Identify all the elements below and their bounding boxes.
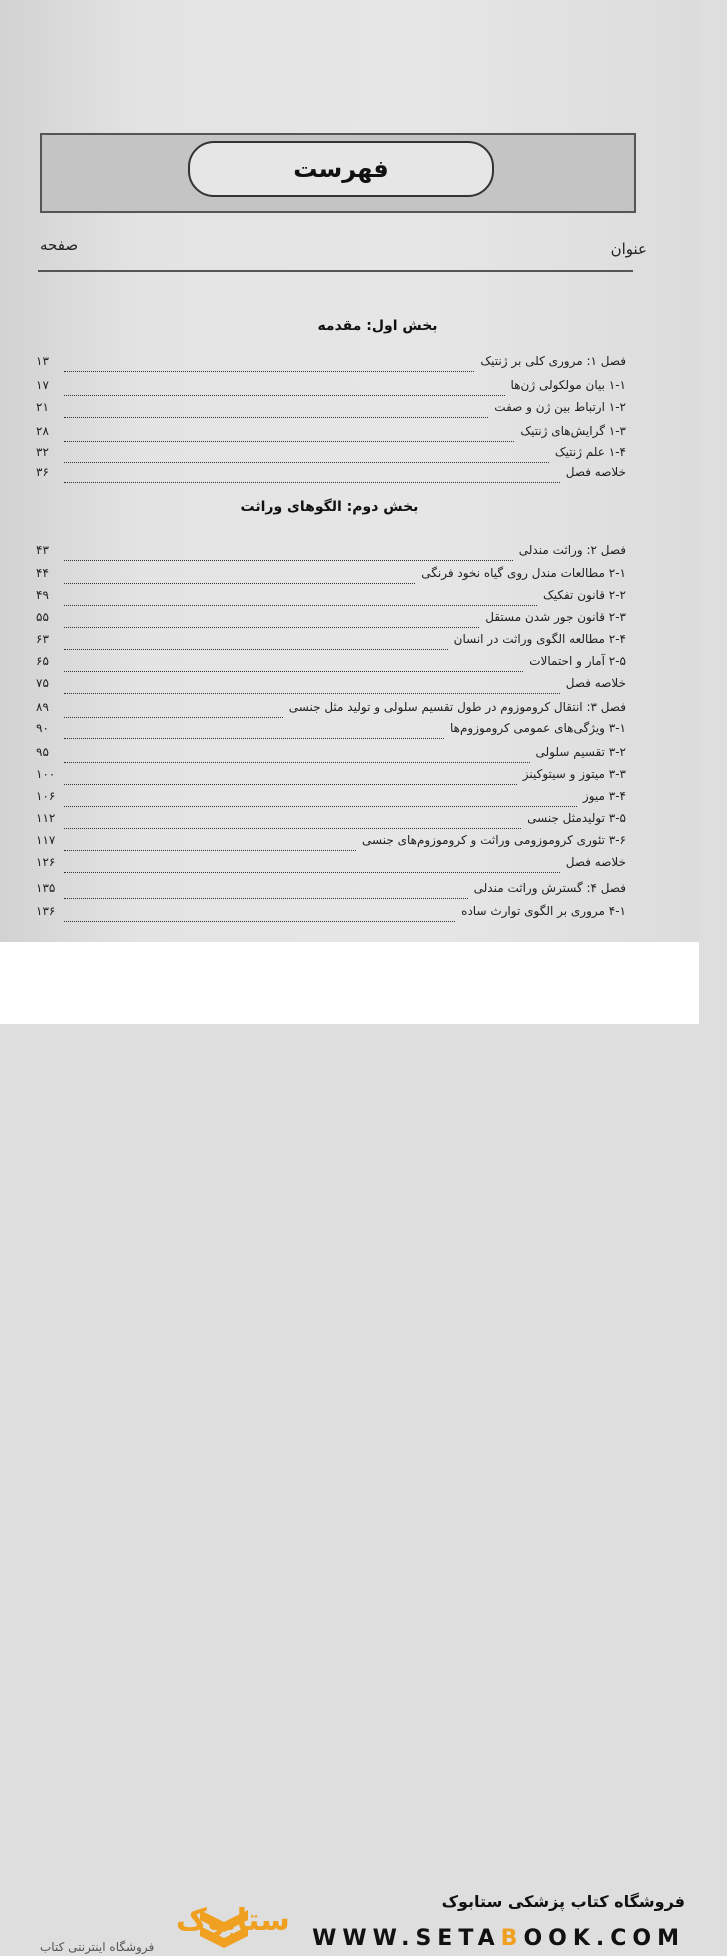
toc-entry-title: ۳-۲ تقسیم سلولی xyxy=(535,745,626,759)
toc-leader-dots xyxy=(64,462,549,463)
toc-page-number: ۲۸ xyxy=(36,424,49,438)
store-url[interactable]: WWW.SETABOOK.COM xyxy=(312,1926,685,1951)
column-header-page: صفحه xyxy=(40,236,79,254)
page-title: فهرست xyxy=(188,141,494,197)
toc-leader-dots xyxy=(64,560,513,561)
toc-page-number: ۲۱ xyxy=(36,400,49,414)
toc-leader-dots xyxy=(64,762,530,763)
toc-entry-title: ۳-۴ میوز xyxy=(582,789,626,803)
toc-page-number: ۵۵ xyxy=(36,610,49,624)
toc-leader-dots xyxy=(64,417,488,418)
toc-entry xyxy=(36,543,626,563)
toc-entry xyxy=(36,445,626,465)
toc-page-number: ۶۵ xyxy=(36,654,49,668)
toc-entry-title: ۲-۱ مطالعات مندل روی گیاه نخود فرنگی xyxy=(421,566,626,580)
toc-page-number: ۱۱۲ xyxy=(36,811,56,825)
toc-entry-title: فصل ۴: گسترش وراثت مندلی xyxy=(473,881,626,895)
toc-entry-title: ۱-۲ ارتباط بین ژن و صفت xyxy=(494,400,626,414)
toc-leader-dots xyxy=(64,806,577,807)
toc-entry xyxy=(36,855,626,875)
book-page xyxy=(0,0,699,942)
toc-leader-dots xyxy=(64,395,505,396)
toc-page-number: ۱۷ xyxy=(36,378,49,392)
section-heading: بخش اول: مقدمه xyxy=(317,318,438,334)
toc-entry-title: فصل ۲: وراثت مندلی xyxy=(518,543,626,557)
toc-entry xyxy=(36,745,626,765)
toc-entry xyxy=(36,588,626,608)
header-divider xyxy=(38,270,633,272)
toc-page-number: ۴۹ xyxy=(36,588,49,602)
toc-leader-dots xyxy=(64,627,479,628)
toc-entry xyxy=(36,789,626,809)
toc-entry xyxy=(36,566,626,586)
toc-leader-dots xyxy=(64,738,444,739)
store-name: فروشگاه کتاب پزشکی ستابوک xyxy=(441,1892,685,1911)
toc-entry-title: ۲-۲ قانون تفکیک xyxy=(542,588,626,602)
toc-entry-title: ۲-۴ مطالعه الگوی وراثت در انسان xyxy=(453,632,626,646)
toc-page-number: ۱۰۰ xyxy=(36,767,56,781)
toc-page-number: ۹۵ xyxy=(36,745,49,759)
toc-page-number: ۶۳ xyxy=(36,632,49,646)
toc-page-number: ۱۳۵ xyxy=(36,881,56,895)
toc-entry-title: ۱-۳ گرایش‌های ژنتیک xyxy=(520,424,626,438)
toc-entry-title: ۱-۴ علم ژنتیک xyxy=(554,445,626,459)
toc-leader-dots xyxy=(64,649,448,650)
toc-entry-title: ۲-۳ قانون جور شدن مستقل xyxy=(485,610,626,624)
toc-page-number: ۱۱۷ xyxy=(36,833,56,847)
footer-banner xyxy=(0,942,699,1954)
toc-leader-dots xyxy=(64,872,560,873)
toc-entry-title: ۳-۱ ویژگی‌های عمومی کروموزوم‌ها xyxy=(449,721,626,735)
toc-page-number: ۳۶ xyxy=(36,465,49,479)
toc-entry-title: ۳-۶ تئوری کروموزومی وراثت و کروموزوم‌های جنسی xyxy=(362,833,626,847)
toc-leader-dots xyxy=(64,371,474,372)
toc-page-number: ۱۳ xyxy=(36,354,49,368)
toc-entry xyxy=(36,700,626,720)
toc-leader-dots xyxy=(64,441,514,442)
toc-entry xyxy=(36,354,626,374)
toc-entry-title: فصل ۱: مروری کلی بر ژنتیک xyxy=(480,354,626,368)
toc-entry xyxy=(36,465,626,485)
toc-entry-title: خلاصه فصل xyxy=(565,465,626,479)
toc-page-number: ۳۲ xyxy=(36,445,49,459)
toc-leader-dots xyxy=(64,583,415,584)
section-heading: بخش دوم: الگوهای وراثت xyxy=(240,499,419,515)
toc-page-number: ۱۰۶ xyxy=(36,789,56,803)
toc-leader-dots xyxy=(64,921,455,922)
toc-leader-dots xyxy=(64,717,283,718)
title-banner xyxy=(40,133,636,213)
toc-page-number: ۱۳۶ xyxy=(36,904,56,918)
setabook-logo xyxy=(26,1902,290,1938)
toc-entry-title: خلاصه فصل xyxy=(565,855,626,869)
toc-entry xyxy=(36,833,626,853)
toc-entry-title: ۳-۳ میتوز و سیتوکینز xyxy=(522,767,626,781)
toc-entry xyxy=(36,767,626,787)
toc-entry xyxy=(36,721,626,741)
toc-entry-title: ۲-۵ آمار و احتمالات xyxy=(529,654,626,668)
toc-leader-dots xyxy=(64,898,468,899)
toc-leader-dots xyxy=(64,693,560,694)
toc-leader-dots xyxy=(64,605,537,606)
toc-entry xyxy=(36,378,626,398)
toc-entry xyxy=(36,904,626,924)
toc-entry xyxy=(36,654,626,674)
toc-entry-title: ۳-۵ تولیدمثل جنسی xyxy=(527,811,626,825)
toc-leader-dots xyxy=(64,828,521,829)
toc-entry xyxy=(36,881,626,901)
toc-leader-dots xyxy=(64,850,356,851)
toc-page-number: ۷۵ xyxy=(36,676,49,690)
toc-leader-dots xyxy=(64,784,517,785)
toc-entry-title: ۱-۱ بیان مولکولی ژن‌ها xyxy=(510,378,626,392)
toc-page-number: ۴۳ xyxy=(36,543,49,557)
toc-entry xyxy=(36,424,626,444)
toc-page-number: ۹۰ xyxy=(36,721,49,735)
toc-entry xyxy=(36,400,626,420)
toc-leader-dots xyxy=(64,482,560,483)
toc-leader-dots xyxy=(64,671,523,672)
column-header-title: عنوان xyxy=(610,240,647,258)
toc-entry xyxy=(36,610,626,630)
logo-subtitle: فروشگاه اینترنتی کتاب xyxy=(40,1940,155,1954)
toc-page-number: ۴۴ xyxy=(36,566,49,580)
toc-page-number: ۱۲۶ xyxy=(36,855,56,869)
toc-entry xyxy=(36,811,626,831)
toc-entry-title: ۴-۱ مروری بر الگوی توارث ساده xyxy=(461,904,626,918)
toc-entry-title: فصل ۳: انتقال کروموزوم در طول تقسیم سلولی و تولید مثل جنسی xyxy=(288,700,626,714)
svg-text:ستابوک: ستابوک xyxy=(176,1903,290,1938)
toc-entry xyxy=(36,676,626,696)
toc-entry xyxy=(36,632,626,652)
toc-page-number: ۸۹ xyxy=(36,700,49,714)
toc-entry-title: خلاصه فصل xyxy=(565,676,626,690)
